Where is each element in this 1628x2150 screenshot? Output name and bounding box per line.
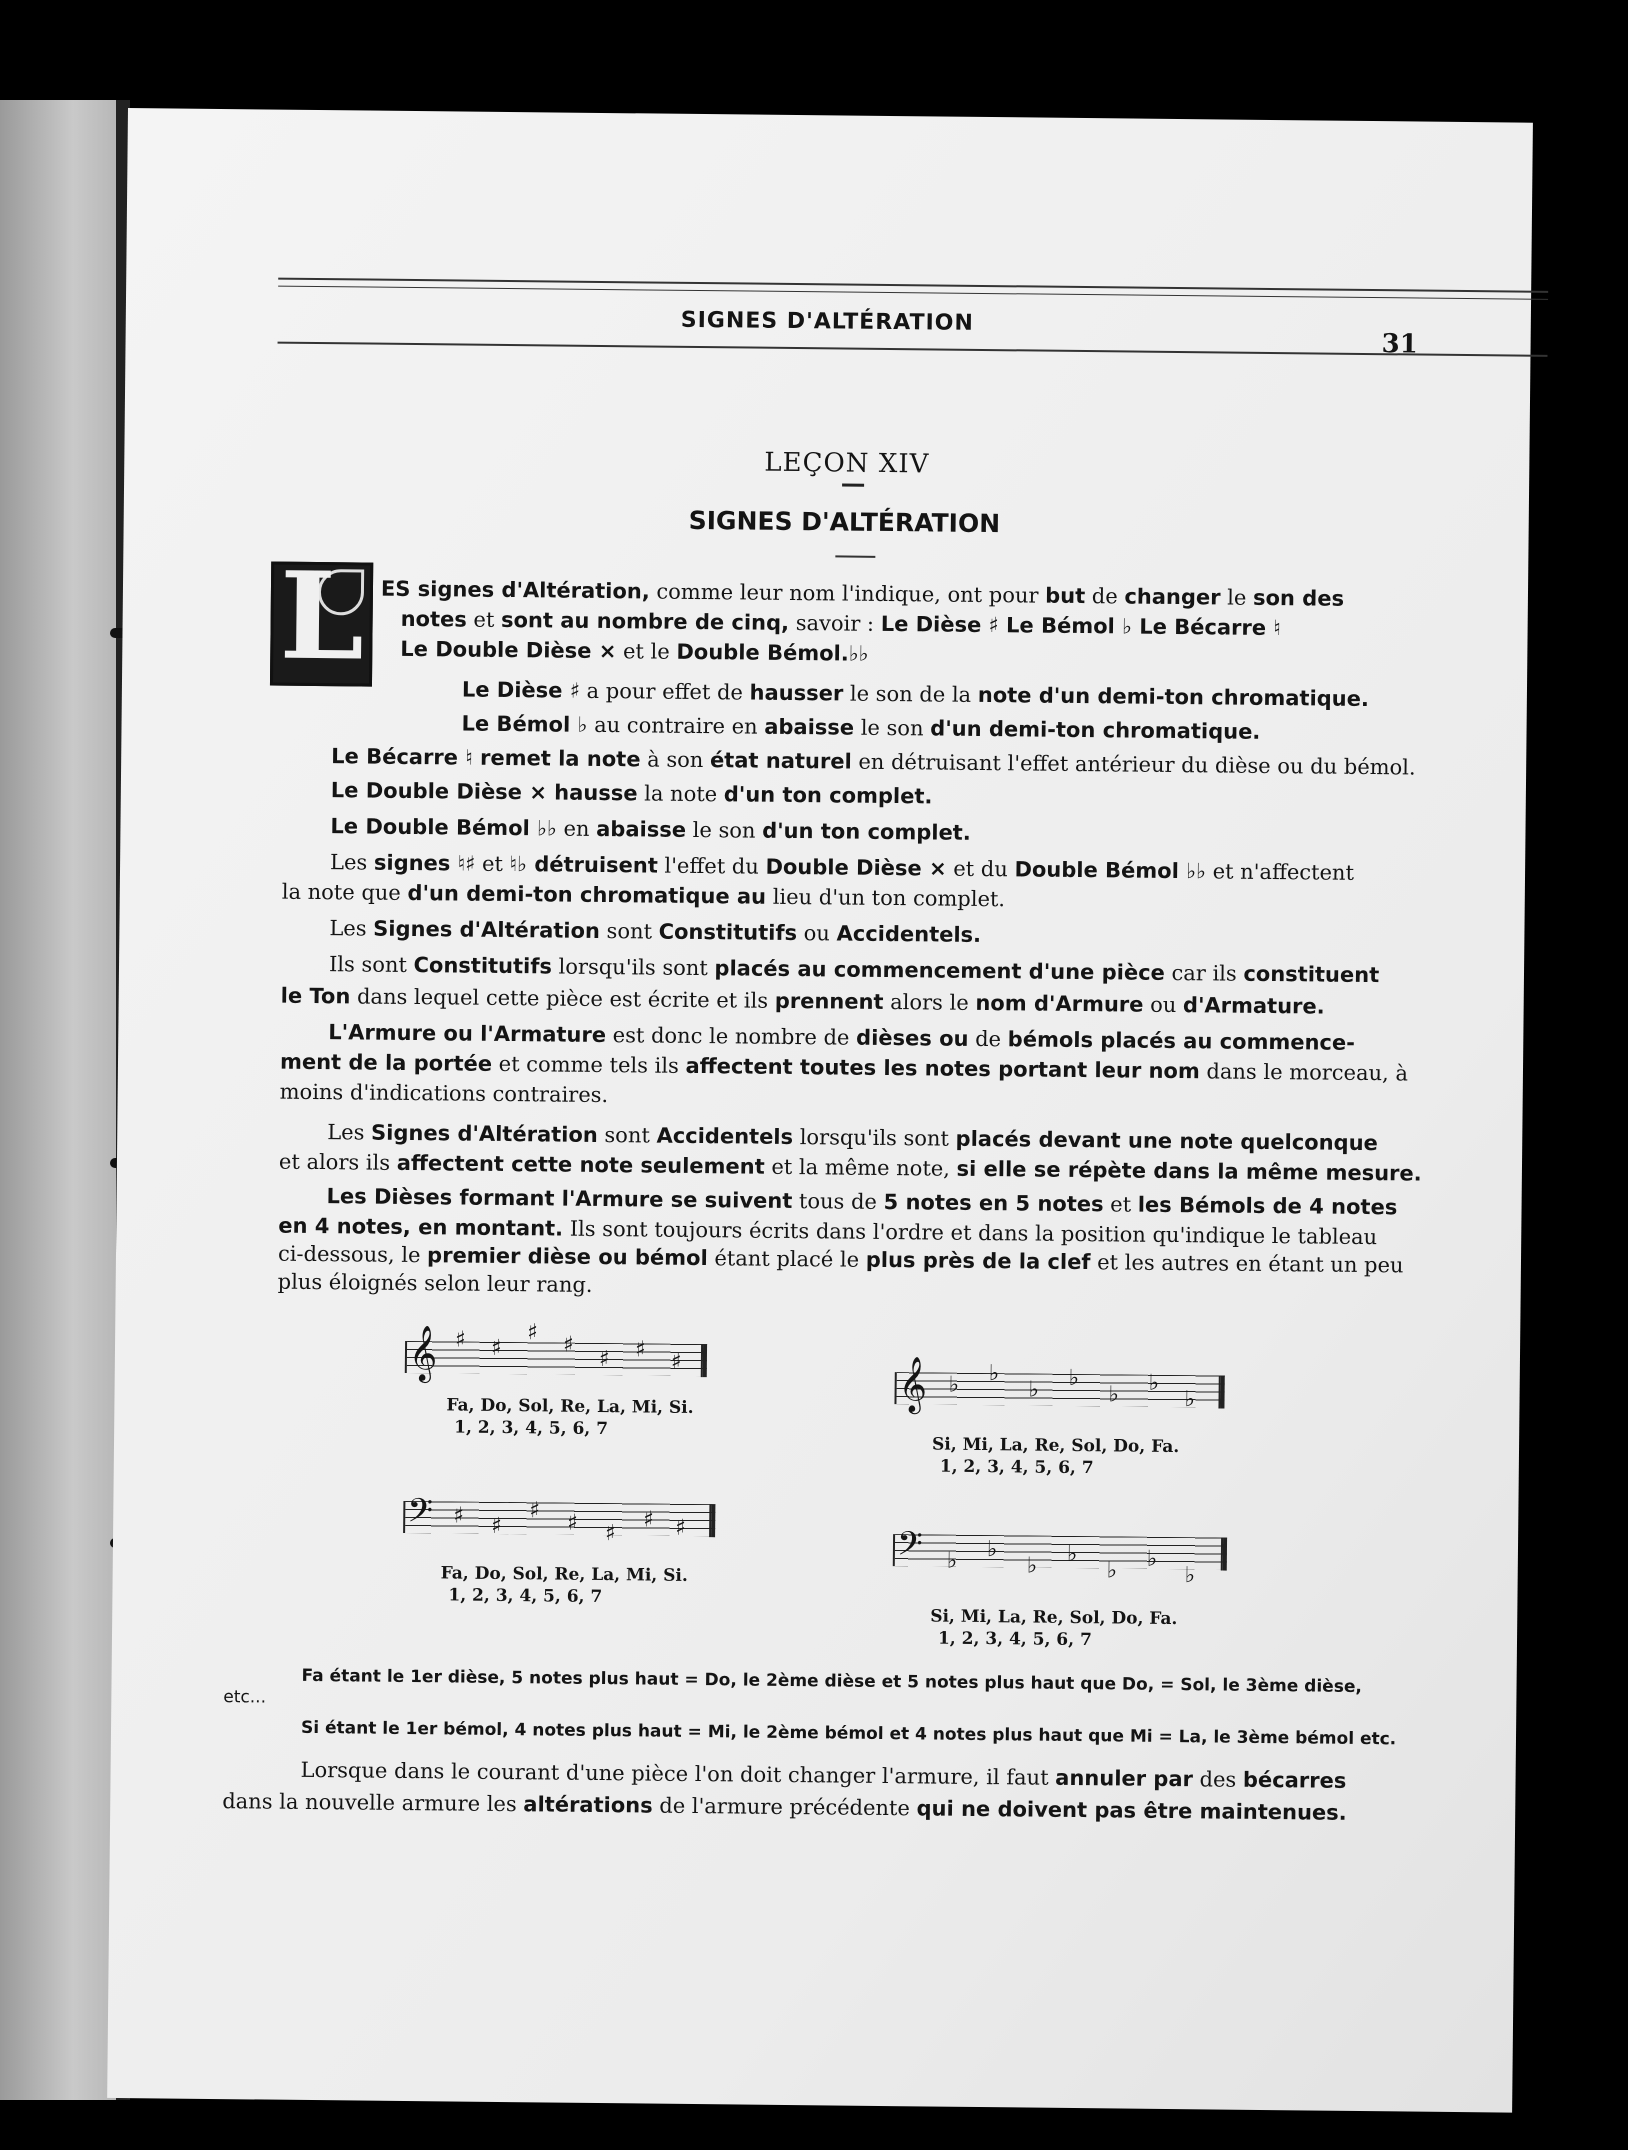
- sharps-treble-staff: [405, 1320, 707, 1382]
- sharp-sign: ♯: [670, 1349, 682, 1375]
- running-header: SIGNES D'ALTÉRATION: [680, 307, 974, 336]
- sharps-bass-staff: [403, 1492, 715, 1547]
- sharp-sign: ♯: [453, 1503, 465, 1529]
- footnote-flats: Si étant le 1er bémol, 4 notes plus haut = Mi, le 2ème bémol et 4 notes plus haut que Mi = La, le 3ème bémol etc.: [300, 1717, 1397, 1750]
- flat-sign: ♭: [1146, 1546, 1158, 1572]
- flat-sign: ♭: [988, 1361, 1000, 1387]
- flat-sign: ♭: [1026, 1553, 1038, 1579]
- bass-clef-icon: 𝄢: [896, 1525, 923, 1572]
- dropcap-letter: L: [278, 545, 365, 688]
- footnote-etc: etc...: [223, 1687, 267, 1708]
- sharp-sign: ♯: [562, 1332, 574, 1358]
- sharps-bass-numbers: 1, 2, 3, 4, 5, 6, 7: [448, 1585, 603, 1608]
- sharp-sign: ♯: [491, 1513, 502, 1539]
- sharps-order-names: Fa, Do, Sol, Re, La, Mi, Si.: [446, 1395, 694, 1418]
- sharp-sign: ♯: [643, 1507, 655, 1533]
- order-line-3: ci-dessous, le premier dièse ou bémol étant placé le plus près de la clef et les autres en étant un peu: [277, 1241, 1404, 1278]
- armure-line-3: moins d'indications contraires.: [279, 1079, 609, 1108]
- diese-paragraph: Le Dièse ♯ a pour effet de hausser le son de la note d'un demi-ton chromatique.: [461, 677, 1370, 712]
- flat-sign: ♭: [1066, 1541, 1078, 1568]
- sharp-sign: ♯: [634, 1337, 646, 1363]
- flat-sign: ♭: [1184, 1387, 1196, 1413]
- les-signes-line-1: Les signes ♮♯ et ♮♭ détruisent l'effet du Double Dièse × et du Double Bémol ♭♭ et n'affectent: [329, 850, 1355, 885]
- sharps-bass-names: Fa, Do, Sol, Re, La, Mi, Si.: [440, 1563, 688, 1586]
- header-bottom-rule: [278, 342, 1548, 357]
- sharp-sign: ♯: [529, 1498, 541, 1524]
- sharp-sign: ♯: [567, 1510, 578, 1536]
- lesson-title: SIGNES D'ALTÉRATION: [688, 505, 1001, 539]
- flat-sign: ♭: [1106, 1558, 1118, 1584]
- order-line-4: plus éloignés selon leur rang.: [277, 1269, 593, 1297]
- flat-sign: ♭: [986, 1537, 998, 1563]
- ornamental-dropcap: [270, 545, 373, 688]
- constitutifs-accidentels: Les Signes d'Altération sont Constitutifs ou Accidentels.: [329, 916, 982, 947]
- bemol-paragraph: Le Bémol ♭ au contraire en abaisse le son d'un demi-ton chromatique.: [461, 711, 1261, 744]
- bass-clef-icon: 𝄢: [407, 1492, 434, 1539]
- double-diese-paragraph: Le Double Dièse × hausse la note d'un ton complet.: [330, 778, 933, 809]
- book-page: [107, 108, 1533, 2113]
- flats-bass-names: Si, Mi, La, Re, Sol, Do, Fa.: [930, 1606, 1178, 1630]
- armure-line-1: L'Armure ou l'Armature est donc le nombre de dièses ou de bémols placés au commence-: [328, 1020, 1356, 1055]
- closing-line-1: Lorsque dans le courant d'une pièce l'on doit changer l'armure, il faut annuler par des bécarres: [300, 1757, 1347, 1793]
- footnote-sharps: Fa étant le 1er dièse, 5 notes plus haut = Do, le 2ème dièse et 5 notes plus haut que Do, = Sol, le 3ème dièse,: [301, 1665, 1362, 1698]
- order-line-1: Les Dièses formant l'Armure se suivent tous de 5 notes en 5 notes et les Bémols de 4 notes: [326, 1184, 1398, 1220]
- accidentels-line-1: Les Signes d'Altération sont Accidentels lorsqu'ils sont placés devant une note quelconque: [327, 1120, 1378, 1156]
- les-signes-line-2: la note que d'un demi-ton chromatique au lieu d'un ton complet.: [281, 879, 1006, 912]
- armure-line-2: ment de la portée et comme tels ils affectent toutes les notes portant leur nom dans le morceau, à: [279, 1049, 1409, 1086]
- constitutifs-line-2: le Ton dans lequel cette pièce est écrite et ils prennent alors le nom d'Armure ou d'Armature.: [280, 983, 1325, 1019]
- sharp-sign: ♯: [527, 1320, 538, 1346]
- facing-page-edge: [0, 100, 122, 2100]
- constitutifs-line-1: Ils sont Constitutifs lorsqu'ils sont placés au commencement d'une pièce car ils constituent: [328, 952, 1380, 988]
- intro-line-2: notes et sont au nombre de cinq, savoir : Le Dièse ♯ Le Bémol ♭ Le Bécarre ♮: [400, 606, 1282, 641]
- sharps-order-numbers: 1, 2, 3, 4, 5, 6, 7: [454, 1417, 609, 1440]
- header-top-rule-thin: [278, 286, 1548, 300]
- flat-sign: ♭: [1068, 1365, 1080, 1392]
- intro-line-1: ES signes d'Altération, comme leur nom l'indique, ont pour but de changer le son des: [380, 576, 1345, 611]
- sharp-sign: ♯: [675, 1515, 686, 1541]
- sharp-sign: ♯: [604, 1521, 616, 1547]
- becarre-paragraph: Le Bécarre ♮ remet la note à son état naturel en détruisant l'effet antérieur du dièse ou du bémol.: [331, 744, 1416, 780]
- accidentels-line-2: et alors ils affectent cette note seulement et la même note, si elle se répète dans la même mesure.: [278, 1149, 1422, 1186]
- flat-sign: ♭: [1108, 1382, 1120, 1408]
- sharp-sign: ♯: [454, 1327, 466, 1353]
- title-rule: [835, 555, 875, 557]
- flat-sign: ♭: [948, 1372, 960, 1398]
- treble-clef-icon: 𝄞: [408, 1325, 438, 1382]
- sharp-sign: ♯: [598, 1347, 610, 1373]
- page-number: 31: [1381, 329, 1418, 360]
- flat-sign: ♭: [946, 1548, 958, 1574]
- flat-sign: ♭: [1184, 1563, 1196, 1589]
- flats-bass-staff: [893, 1525, 1227, 1589]
- flats-treble-staff: [894, 1356, 1224, 1413]
- flats-bass-numbers: 1, 2, 3, 4, 5, 6, 7: [937, 1628, 1092, 1651]
- title-dash: [842, 483, 864, 486]
- flats-order-numbers: 1, 2, 3, 4, 5, 6, 7: [939, 1456, 1094, 1479]
- intro-line-3: Le Double Dièse × et le Double Bémol.♭♭: [400, 636, 869, 666]
- header-top-rule: [278, 278, 1548, 293]
- treble-clef-icon: 𝄞: [898, 1356, 928, 1413]
- flats-order-names: Si, Mi, La, Re, Sol, Do, Fa.: [931, 1434, 1180, 1458]
- closing-line-2: dans la nouvelle armure les altérations de l'armure précédente qui ne doivent pas être maintenues.: [222, 1789, 1347, 1825]
- order-line-2: en 4 notes, en montant. Ils sont toujours écrits dans l'ordre et dans la position qu'indique le tableau: [278, 1213, 1378, 1250]
- flat-sign: ♭: [1028, 1377, 1040, 1403]
- double-bemol-paragraph: Le Double Bémol ♭♭ en abaisse le son d'un ton complet.: [330, 814, 971, 845]
- sharp-sign: ♯: [490, 1335, 502, 1361]
- flat-sign: ♭: [1148, 1370, 1160, 1396]
- lesson-number: LEÇON XIV: [764, 447, 930, 480]
